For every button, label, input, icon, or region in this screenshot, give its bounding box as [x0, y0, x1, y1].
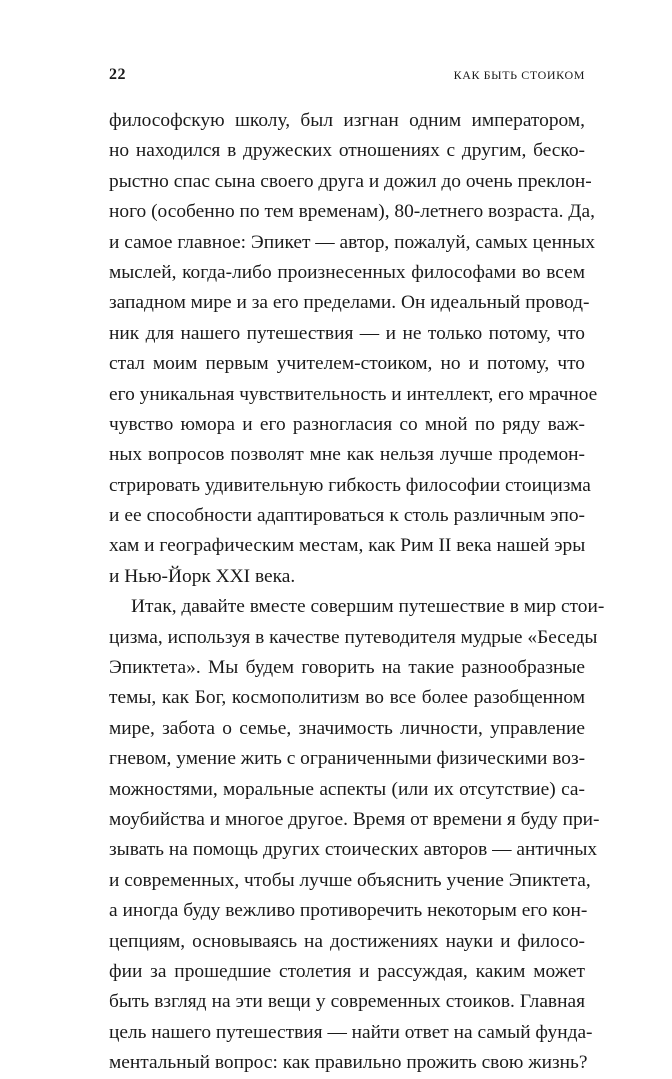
- text-line: чувство юмора и его разногласия со мной по ряду важ-: [109, 413, 585, 435]
- page-header: [109, 66, 585, 88]
- text-line: Эпиктета». Мы будем говорить на такие разнообразные: [109, 657, 585, 679]
- text-line: рыстно спас сына своего друга и дожил до очень преклон-: [109, 170, 592, 192]
- text-line: и самое главное: Эпикет — автор, пожалуй, самых ценных: [109, 231, 596, 253]
- text-line: цепциям, основываясь на достижениях науки и филосо-: [109, 930, 585, 952]
- text-line: и ее способности адаптироваться к столь различным эпо-: [109, 505, 585, 527]
- paragraph-1: [109, 106, 598, 592]
- text-line: мире, забота о семье, значимость личности, управление: [109, 717, 585, 739]
- text-line: мыслей, когда-либо произнесенных философами во всем: [109, 261, 585, 283]
- text-line: можностями, моральные аспекты (или их отсутствие) са-: [109, 778, 585, 800]
- text-line: стрировать удивительную гибкость философии стоицизма: [109, 474, 591, 496]
- text-line: ных вопросов позволят мне как нельзя лучше продемон-: [109, 444, 585, 466]
- text-line: темы, как Бог, космополитизм во все более разобщенном: [109, 687, 585, 709]
- text-line: Итак, давайте вместе совершим путешествие в мир стои-: [131, 596, 605, 618]
- text-line: ного (особенно по тем временам), 80-летнего возраста. Да,: [109, 201, 595, 223]
- text-line: цизма, используя в качестве путеводителя мудрые «Беседы: [109, 626, 598, 648]
- text-line: его уникальная чувствительность и интеллект, его мрачное: [109, 383, 598, 405]
- text-line: гневом, умение жить с ограниченными физическими воз-: [109, 748, 586, 770]
- text-line: западном мире и за его пределами. Он идеальный провод-: [109, 292, 590, 314]
- text-line: философскую школу, был изгнан одним императором,: [109, 110, 585, 131]
- text-line: цель нашего путешествия — найти ответ на самый фунда-: [109, 1021, 593, 1043]
- text-line: моубийства и многое другое. Время от времени я буду при-: [109, 808, 600, 830]
- text-line: и современных, чтобы лучше объяснить учение Эпиктета,: [109, 869, 591, 891]
- page-number: 22: [109, 66, 126, 83]
- text-line: хам и географическим местам, как Рим II века нашей эры: [109, 535, 586, 557]
- text-line: а иногда буду вежливо противоречить некоторым его кон-: [109, 900, 588, 922]
- text-line: фии за прошедшие столетия и рассуждая, каким может: [109, 960, 585, 982]
- running-head: КАК БЫТЬ СТОИКОМ: [453, 68, 585, 82]
- body-text: [109, 106, 605, 1079]
- text-line: но находился в дружеских отношениях с другим, беско-: [109, 140, 585, 162]
- text-line: зывать на помощь других стоических авторов — античных: [109, 839, 598, 861]
- text-line: и Нью-Йорк XXI века.: [109, 565, 296, 587]
- text-line: стал моим первым учителем-стоиком, но и потому, что: [109, 353, 585, 375]
- text-line: ник для нашего путешествия — и не только потому, что: [109, 322, 585, 344]
- text-line: ментальный вопрос: как правильно прожить свою жизнь?: [109, 1052, 588, 1074]
- paragraph-2: [109, 592, 605, 1078]
- text-line: быть взгляд на эти вещи у современных стоиков. Главная: [109, 991, 585, 1013]
